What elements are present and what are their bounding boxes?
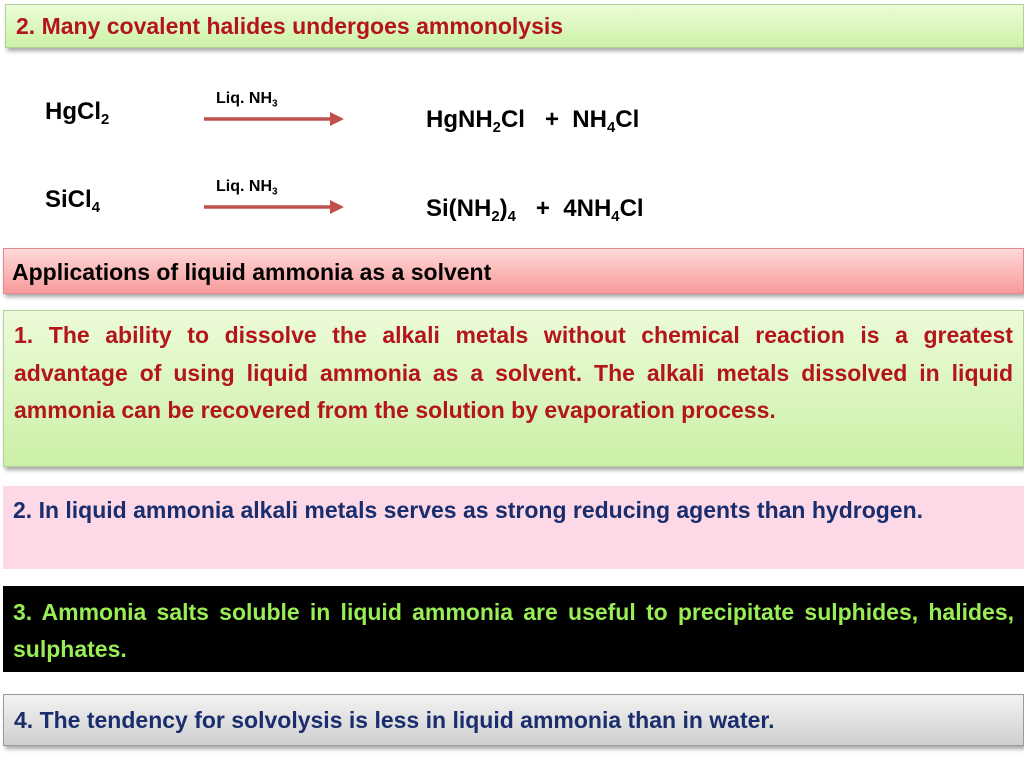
reaction-arrow-1 <box>204 110 346 128</box>
reactant-hgcl2: HgCl$_2$ <box>45 98 110 129</box>
condition-liq-nh3-1: Liq. $NH_3$ <box>216 90 278 110</box>
product-hgnh2cl-nh4cl: HgNH$_2$Cl + $NH_4Cl$ <box>426 106 640 137</box>
heading-ammonolysis <box>5 4 1024 48</box>
heading-text: 2. Many covalent halides undergoes <box>16 13 417 39</box>
product-sinh24-nh4cl: $Si(NH_2)_4 + 4NH_4Cl$ <box>426 195 644 226</box>
point-3: 3. Ammonia salts soluble in liquid ammonia are useful to precipitate sulphides, halides, sulphates. <box>3 586 1024 672</box>
point-2: 2. In liquid ammonia alkali metals serves as strong reducing agents than hydrogen. <box>3 486 1024 569</box>
reaction-arrow-2 <box>204 198 346 216</box>
reactant-sicl4: SiCl$_4$ <box>45 186 100 217</box>
point-4: 4. The tendency for solvolysis is less in liquid ammonia than in water. <box>3 694 1024 746</box>
heading-keyword: ammonolysis <box>416 13 564 39</box>
point-1: 1. The ability to dissolve the alkali metals without chemical reaction is a greatest advantage of using liquid ammonia as a solvent. The alkali metals dissolved in liquid ammonia can be recovered from the solution by evaporation process. <box>3 310 1024 467</box>
condition-liq-nh3-2: Liq. $NH_3$ <box>216 178 278 198</box>
applications-title: Applications of liquid ammonia as a solvent <box>3 248 1024 294</box>
